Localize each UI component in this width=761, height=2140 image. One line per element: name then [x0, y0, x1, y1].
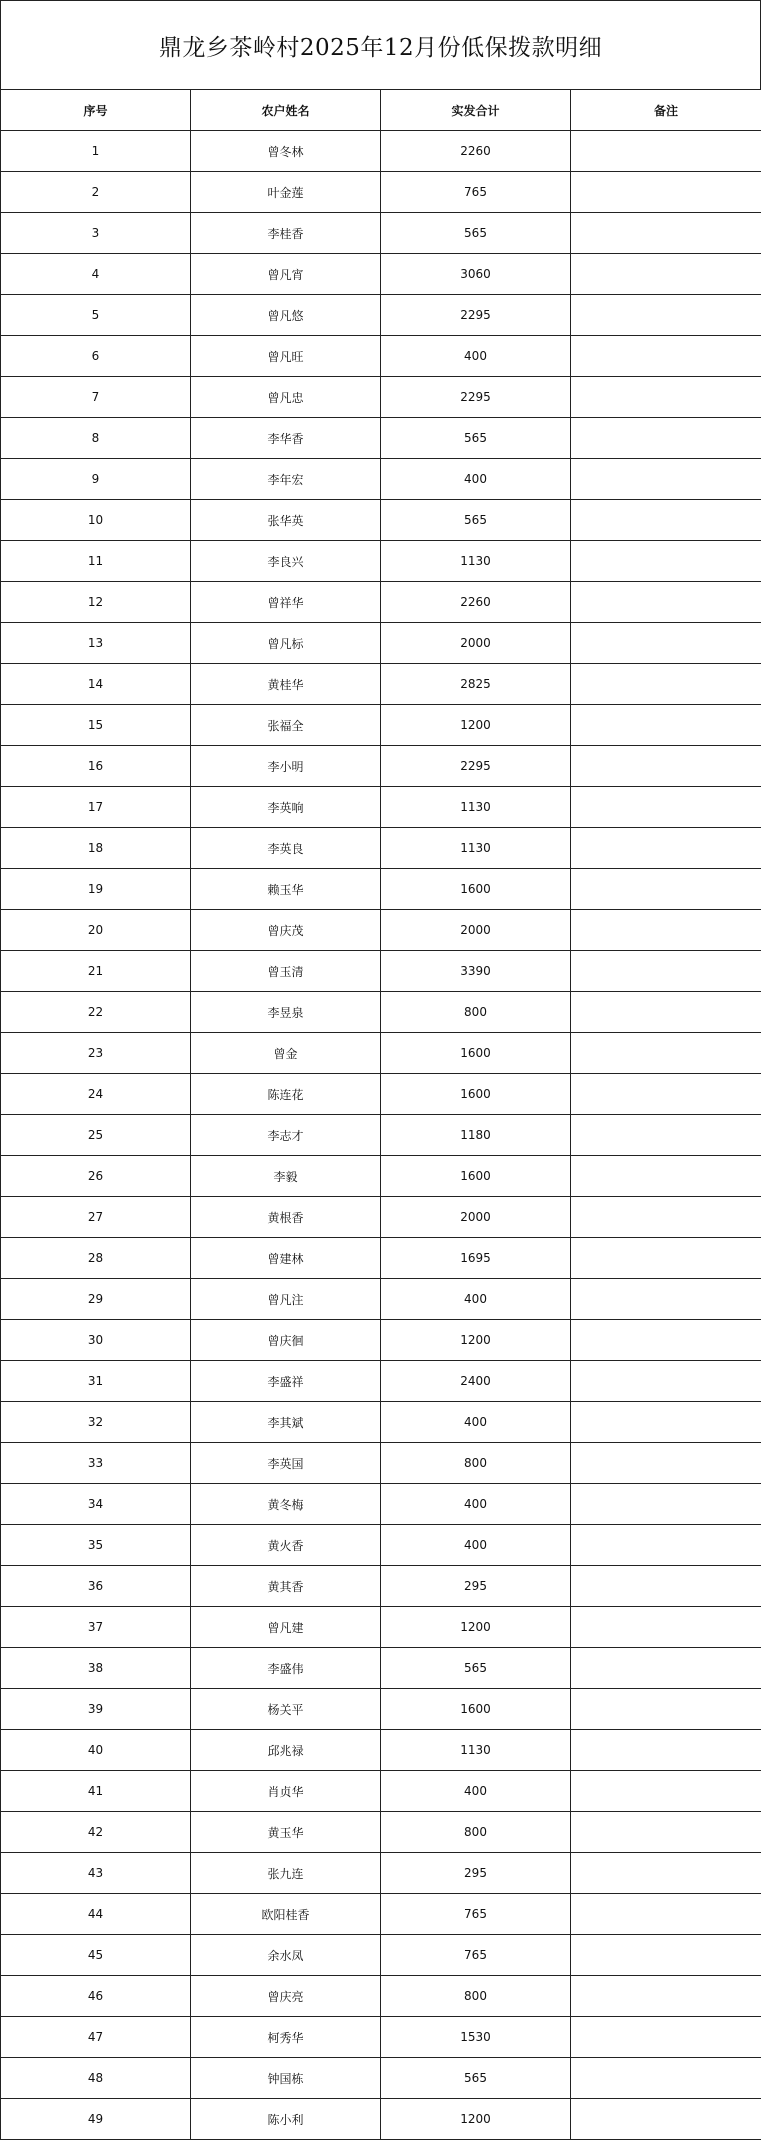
- name-cell: 曾凡标: [191, 623, 381, 664]
- note-cell: [571, 336, 761, 377]
- amount-cell: 2295: [381, 746, 571, 787]
- table-row: [1, 1730, 761, 1771]
- serial-cell: 6: [1, 336, 191, 377]
- name-cell: 李良兴: [191, 541, 381, 582]
- table-row: [1, 1935, 761, 1976]
- name-cell: 张华英: [191, 500, 381, 541]
- table-row: [1, 1361, 761, 1402]
- table-row: [1, 951, 761, 992]
- name-cell: 曾庆亮: [191, 1976, 381, 2017]
- note-cell: [571, 2058, 761, 2099]
- amount-cell: 2000: [381, 623, 571, 664]
- amount-cell: 400: [381, 1402, 571, 1443]
- note-cell: [571, 1402, 761, 1443]
- serial-cell: 39: [1, 1689, 191, 1730]
- name-cell: 李其斌: [191, 1402, 381, 1443]
- note-cell: [571, 1279, 761, 1320]
- serial-cell: 44: [1, 1894, 191, 1935]
- note-cell: [571, 172, 761, 213]
- amount-cell: 1200: [381, 1320, 571, 1361]
- table-row: [1, 1566, 761, 1607]
- note-cell: [571, 869, 761, 910]
- table-row: [1, 2099, 761, 2140]
- name-cell: 李志才: [191, 1115, 381, 1156]
- amount-cell: 800: [381, 992, 571, 1033]
- name-cell: 黄冬梅: [191, 1484, 381, 1525]
- table-row: [1, 377, 761, 418]
- serial-cell: 4: [1, 254, 191, 295]
- name-cell: 曾凡悠: [191, 295, 381, 336]
- name-cell: 余水凤: [191, 1935, 381, 1976]
- note-cell: [571, 1894, 761, 1935]
- name-cell: 曾庆茂: [191, 910, 381, 951]
- note-cell: [571, 418, 761, 459]
- serial-cell: 49: [1, 2099, 191, 2140]
- amount-cell: 765: [381, 1894, 571, 1935]
- table-row: [1, 1689, 761, 1730]
- name-cell: 曾凡建: [191, 1607, 381, 1648]
- serial-cell: 19: [1, 869, 191, 910]
- name-cell: 叶金莲: [191, 172, 381, 213]
- serial-cell: 32: [1, 1402, 191, 1443]
- note-cell: [571, 500, 761, 541]
- note-cell: [571, 1607, 761, 1648]
- amount-cell: 565: [381, 213, 571, 254]
- serial-cell: 34: [1, 1484, 191, 1525]
- name-cell: 黄火香: [191, 1525, 381, 1566]
- note-cell: [571, 2017, 761, 2058]
- serial-cell: 28: [1, 1238, 191, 1279]
- note-cell: [571, 787, 761, 828]
- table-row: [1, 746, 761, 787]
- serial-cell: 26: [1, 1156, 191, 1197]
- table-row: [1, 1525, 761, 1566]
- header-serial: 序号: [1, 90, 191, 131]
- amount-cell: 565: [381, 418, 571, 459]
- serial-cell: 11: [1, 541, 191, 582]
- note-cell: [571, 746, 761, 787]
- note-cell: [571, 582, 761, 623]
- serial-cell: 12: [1, 582, 191, 623]
- table-row: [1, 1894, 761, 1935]
- note-cell: [571, 1976, 761, 2017]
- name-cell: 黄桂华: [191, 664, 381, 705]
- table-row: [1, 664, 761, 705]
- note-cell: [571, 1935, 761, 1976]
- table-row: [1, 131, 761, 172]
- amount-cell: 1130: [381, 541, 571, 582]
- amount-cell: 295: [381, 1853, 571, 1894]
- note-cell: [571, 1484, 761, 1525]
- amount-cell: 1180: [381, 1115, 571, 1156]
- serial-cell: 20: [1, 910, 191, 951]
- serial-cell: 2: [1, 172, 191, 213]
- header-name: 农户姓名: [191, 90, 381, 131]
- name-cell: 曾凡宵: [191, 254, 381, 295]
- name-cell: 陈小利: [191, 2099, 381, 2140]
- table-row: [1, 2017, 761, 2058]
- amount-cell: 565: [381, 2058, 571, 2099]
- note-cell: [571, 1238, 761, 1279]
- note-cell: [571, 1812, 761, 1853]
- table-row: [1, 1197, 761, 1238]
- serial-cell: 21: [1, 951, 191, 992]
- serial-cell: 31: [1, 1361, 191, 1402]
- table-row: [1, 992, 761, 1033]
- name-cell: 曾祥华: [191, 582, 381, 623]
- amount-cell: 400: [381, 1484, 571, 1525]
- serial-cell: 36: [1, 1566, 191, 1607]
- amount-cell: 2400: [381, 1361, 571, 1402]
- amount-cell: 1200: [381, 705, 571, 746]
- note-cell: [571, 1771, 761, 1812]
- name-cell: 黄其香: [191, 1566, 381, 1607]
- table-row: [1, 705, 761, 746]
- table-body: [1, 131, 761, 2140]
- table-row: [1, 582, 761, 623]
- serial-cell: 5: [1, 295, 191, 336]
- amount-cell: 1200: [381, 1607, 571, 1648]
- name-cell: 杨关平: [191, 1689, 381, 1730]
- amount-cell: 400: [381, 1279, 571, 1320]
- name-cell: 李盛伟: [191, 1648, 381, 1689]
- serial-cell: 22: [1, 992, 191, 1033]
- table-row: [1, 1648, 761, 1689]
- table-row: [1, 787, 761, 828]
- note-cell: [571, 910, 761, 951]
- note-cell: [571, 1074, 761, 1115]
- note-cell: [571, 705, 761, 746]
- serial-cell: 38: [1, 1648, 191, 1689]
- name-cell: 邱兆禄: [191, 1730, 381, 1771]
- note-cell: [571, 295, 761, 336]
- note-cell: [571, 131, 761, 172]
- name-cell: 陈连花: [191, 1074, 381, 1115]
- header-note: 备注: [571, 90, 761, 131]
- table-row: [1, 1771, 761, 1812]
- serial-cell: 8: [1, 418, 191, 459]
- amount-cell: 1600: [381, 1156, 571, 1197]
- amount-cell: 2295: [381, 377, 571, 418]
- amount-cell: 1530: [381, 2017, 571, 2058]
- header-amount: 实发合计: [381, 90, 571, 131]
- amount-cell: 3390: [381, 951, 571, 992]
- note-cell: [571, 1361, 761, 1402]
- name-cell: 钟国栋: [191, 2058, 381, 2099]
- note-cell: [571, 951, 761, 992]
- amount-cell: 2000: [381, 910, 571, 951]
- table-row: [1, 500, 761, 541]
- table-row: [1, 1033, 761, 1074]
- note-cell: [571, 1730, 761, 1771]
- amount-cell: 1600: [381, 1033, 571, 1074]
- amount-cell: 800: [381, 1812, 571, 1853]
- amount-cell: 565: [381, 1648, 571, 1689]
- amount-cell: 765: [381, 1935, 571, 1976]
- name-cell: 李桂香: [191, 213, 381, 254]
- serial-cell: 17: [1, 787, 191, 828]
- table-row: [1, 254, 761, 295]
- table-row: [1, 336, 761, 377]
- table-row: [1, 1074, 761, 1115]
- serial-cell: 41: [1, 1771, 191, 1812]
- note-cell: [571, 1197, 761, 1238]
- serial-cell: 35: [1, 1525, 191, 1566]
- amount-cell: 1130: [381, 828, 571, 869]
- amount-cell: 800: [381, 1976, 571, 2017]
- note-cell: [571, 1033, 761, 1074]
- serial-cell: 27: [1, 1197, 191, 1238]
- table-row: [1, 2058, 761, 2099]
- note-cell: [571, 1648, 761, 1689]
- name-cell: 曾凡旺: [191, 336, 381, 377]
- table-row: [1, 1976, 761, 2017]
- serial-cell: 25: [1, 1115, 191, 1156]
- name-cell: 曾庆徊: [191, 1320, 381, 1361]
- table-row: [1, 1402, 761, 1443]
- serial-cell: 47: [1, 2017, 191, 2058]
- name-cell: 李英良: [191, 828, 381, 869]
- serial-cell: 7: [1, 377, 191, 418]
- amount-cell: 1200: [381, 2099, 571, 2140]
- name-cell: 曾冬林: [191, 131, 381, 172]
- note-cell: [571, 1320, 761, 1361]
- table-row: [1, 910, 761, 951]
- amount-cell: 295: [381, 1566, 571, 1607]
- allowance-table: [0, 89, 761, 2140]
- serial-cell: 30: [1, 1320, 191, 1361]
- table-row: [1, 1484, 761, 1525]
- name-cell: 李昱泉: [191, 992, 381, 1033]
- note-cell: [571, 254, 761, 295]
- note-cell: [571, 377, 761, 418]
- table-row: [1, 295, 761, 336]
- name-cell: 李年宏: [191, 459, 381, 500]
- note-cell: [571, 213, 761, 254]
- amount-cell: 1600: [381, 1689, 571, 1730]
- note-cell: [571, 2099, 761, 2140]
- note-cell: [571, 1689, 761, 1730]
- table-row: [1, 869, 761, 910]
- name-cell: 李华香: [191, 418, 381, 459]
- serial-cell: 43: [1, 1853, 191, 1894]
- serial-cell: 13: [1, 623, 191, 664]
- table-row: [1, 1279, 761, 1320]
- serial-cell: 45: [1, 1935, 191, 1976]
- note-cell: [571, 1115, 761, 1156]
- name-cell: 张福全: [191, 705, 381, 746]
- name-cell: 张九连: [191, 1853, 381, 1894]
- name-cell: 曾玉清: [191, 951, 381, 992]
- amount-cell: 2825: [381, 664, 571, 705]
- name-cell: 李小明: [191, 746, 381, 787]
- table-row: [1, 1156, 761, 1197]
- name-cell: 李英国: [191, 1443, 381, 1484]
- amount-cell: 3060: [381, 254, 571, 295]
- amount-cell: 2000: [381, 1197, 571, 1238]
- note-cell: [571, 1566, 761, 1607]
- table-row: [1, 1443, 761, 1484]
- amount-cell: 400: [381, 1771, 571, 1812]
- amount-cell: 765: [381, 172, 571, 213]
- name-cell: 李英响: [191, 787, 381, 828]
- table-row: [1, 828, 761, 869]
- name-cell: 黄玉华: [191, 1812, 381, 1853]
- name-cell: 李毅: [191, 1156, 381, 1197]
- serial-cell: 42: [1, 1812, 191, 1853]
- name-cell: 曾金: [191, 1033, 381, 1074]
- note-cell: [571, 1156, 761, 1197]
- amount-cell: 2260: [381, 582, 571, 623]
- note-cell: [571, 992, 761, 1033]
- table-row: [1, 1853, 761, 1894]
- table-row: [1, 1238, 761, 1279]
- note-cell: [571, 828, 761, 869]
- table-row: [1, 1812, 761, 1853]
- amount-cell: 1130: [381, 1730, 571, 1771]
- name-cell: 黄根香: [191, 1197, 381, 1238]
- note-cell: [571, 664, 761, 705]
- serial-cell: 9: [1, 459, 191, 500]
- name-cell: 柯秀华: [191, 2017, 381, 2058]
- note-cell: [571, 541, 761, 582]
- serial-cell: 18: [1, 828, 191, 869]
- serial-cell: 24: [1, 1074, 191, 1115]
- note-cell: [571, 459, 761, 500]
- serial-cell: 37: [1, 1607, 191, 1648]
- table-header: [1, 90, 761, 131]
- amount-cell: 400: [381, 459, 571, 500]
- amount-cell: 1695: [381, 1238, 571, 1279]
- note-cell: [571, 1853, 761, 1894]
- amount-cell: 2260: [381, 131, 571, 172]
- serial-cell: 48: [1, 2058, 191, 2099]
- title-cell: [0, 0, 761, 89]
- amount-cell: 1600: [381, 1074, 571, 1115]
- serial-cell: 29: [1, 1279, 191, 1320]
- amount-cell: 400: [381, 336, 571, 377]
- serial-cell: 1: [1, 131, 191, 172]
- table-row: [1, 541, 761, 582]
- table-row: [1, 459, 761, 500]
- serial-cell: 15: [1, 705, 191, 746]
- name-cell: 曾凡忠: [191, 377, 381, 418]
- serial-cell: 3: [1, 213, 191, 254]
- header-row: [1, 90, 761, 131]
- name-cell: 肖贞华: [191, 1771, 381, 1812]
- table-row: [1, 623, 761, 664]
- amount-cell: 2295: [381, 295, 571, 336]
- name-cell: 欧阳桂香: [191, 1894, 381, 1935]
- note-cell: [571, 1443, 761, 1484]
- amount-cell: 800: [381, 1443, 571, 1484]
- amount-cell: 1130: [381, 787, 571, 828]
- table-row: [1, 1607, 761, 1648]
- note-cell: [571, 623, 761, 664]
- serial-cell: 10: [1, 500, 191, 541]
- serial-cell: 14: [1, 664, 191, 705]
- serial-cell: 33: [1, 1443, 191, 1484]
- table-row: [1, 1115, 761, 1156]
- table-row: [1, 418, 761, 459]
- serial-cell: 40: [1, 1730, 191, 1771]
- serial-cell: 46: [1, 1976, 191, 2017]
- amount-cell: 400: [381, 1525, 571, 1566]
- table-row: [1, 213, 761, 254]
- table-row: [1, 172, 761, 213]
- name-cell: 曾建林: [191, 1238, 381, 1279]
- name-cell: 赖玉华: [191, 869, 381, 910]
- table-row: [1, 1320, 761, 1361]
- serial-cell: 16: [1, 746, 191, 787]
- note-cell: [571, 1525, 761, 1566]
- name-cell: 曾凡注: [191, 1279, 381, 1320]
- page-title: 鼎龙乡茶岭村2025年12月份低保拨款明细: [159, 29, 602, 62]
- serial-cell: 23: [1, 1033, 191, 1074]
- amount-cell: 565: [381, 500, 571, 541]
- amount-cell: 1600: [381, 869, 571, 910]
- name-cell: 李盛祥: [191, 1361, 381, 1402]
